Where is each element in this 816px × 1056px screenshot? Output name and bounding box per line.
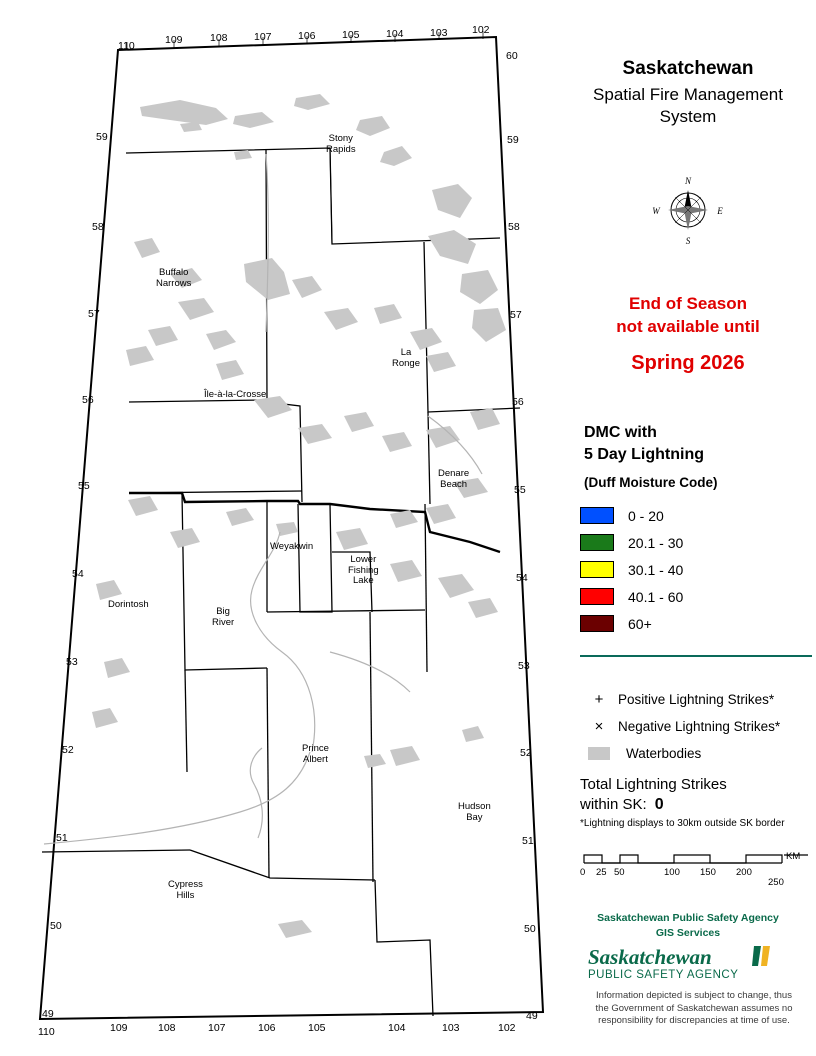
saskatchewan-logo: [588, 944, 788, 991]
place-label-le--la-crosse: Île-à-la-Crosse: [204, 389, 267, 400]
graticule-lat-left-50: 50: [50, 920, 62, 932]
place-label-lower-fishing-lake: Lower Fishing Lake: [348, 554, 379, 586]
graticule-lat-right-59: 59: [507, 134, 519, 146]
legend-panel: [560, 0, 816, 1056]
disclaimer-line3: responsibility for discrepancies at time of use.: [598, 1015, 790, 1026]
graticule-lon-bottom-104: 104: [388, 1022, 406, 1034]
legend-subtitle: (Duff Moisture Code): [584, 475, 718, 490]
graticule-lon-bottom-105: 105: [308, 1022, 326, 1034]
scale-bar: [580, 845, 812, 888]
lightning-symbol-icon: ×: [594, 718, 604, 735]
scale-unit: KM: [786, 851, 801, 862]
page-subtitle-line1: Spatial Fire Management: [593, 85, 783, 104]
place-label-stony-rapids: Stony Rapids: [326, 133, 356, 155]
graticule-lon-top-109: 109: [165, 34, 183, 46]
disclaimer-line1: Information depicted is subject to change, thus: [596, 990, 792, 1001]
place-label-dorintosh: Dorintosh: [108, 599, 149, 610]
graticule-lat-left-55: 55: [78, 480, 90, 492]
graticule-lon-top-108: 108: [210, 32, 228, 44]
season-notice-line1: End of Season: [628, 294, 748, 313]
graticule-lon-top-105: 105: [342, 29, 360, 41]
graticule-lat-right-51: 51: [522, 835, 534, 847]
graticule-lon-top-103: 103: [430, 27, 448, 39]
graticule-lat-left-56: 56: [82, 394, 94, 406]
graticule-lat-right-50: 50: [524, 923, 536, 935]
legend-class-row: [580, 610, 810, 637]
graticule-lat-right-49: 49: [526, 1010, 538, 1022]
agency-department: GIS Services: [655, 927, 721, 939]
place-label-la-ronge: La Ronge: [392, 347, 420, 369]
total-strikes-label-line2: within SK:: [580, 796, 647, 813]
svg-text:PUBLIC SAFETY AGENCY: PUBLIC SAFETY AGENCY: [588, 969, 739, 981]
graticule-lat-left-51: 51: [56, 832, 68, 844]
page-subtitle: [560, 84, 816, 128]
place-label-denare-beach: Denare Beach: [438, 468, 470, 490]
scale-tick-25: 25: [596, 867, 607, 878]
graticule-lon-bottom-106: 106: [258, 1022, 276, 1034]
season-notice-line2: not available until: [616, 317, 760, 336]
graticule-lon-bottom-102: 102: [498, 1022, 516, 1034]
legend-class-label: 40.1 - 60: [628, 588, 684, 605]
legend-divider-top: [580, 655, 812, 657]
legend-color-swatch: [580, 615, 614, 632]
legend-class-label: 20.1 - 30: [628, 534, 684, 551]
map-panel[interactable]: [30, 12, 560, 1047]
scale-tick-250: 250: [768, 877, 784, 888]
place-label-weyakwin: Weyakwin: [270, 541, 314, 552]
place-label-prince-albert: Prince Albert: [302, 743, 329, 765]
graticule-lat-right-58: 58: [508, 221, 520, 233]
disclaimer-line2: the Government of Saskatchewan assumes no: [595, 1002, 793, 1014]
page-title: Saskatchewan: [622, 58, 754, 79]
saskatchewan-map-graphic: [30, 12, 560, 1047]
legend-class-list: [580, 502, 810, 637]
legend-symbol-list: [580, 686, 816, 767]
graticule-lat-right-57: 57: [510, 309, 522, 321]
legend-symbol-row: [580, 686, 816, 713]
graticule-lat-left-49: 49: [42, 1008, 54, 1020]
graticule-lon-bottom-108: 108: [158, 1022, 176, 1034]
svg-text:E: E: [717, 206, 723, 216]
graticule-lat-left-54: 54: [72, 568, 84, 580]
scale-tick-0: 0: [580, 867, 586, 878]
legend-symbol-label: Positive Lightning Strikes*: [618, 692, 775, 707]
legend-class-label: 60+: [628, 615, 652, 632]
legend-color-swatch: [580, 561, 614, 578]
graticule-lon-top-110: 110: [118, 40, 135, 52]
svg-text:W: W: [652, 206, 660, 216]
scale-tick-100: 100: [664, 867, 680, 878]
legend-symbol-label: Waterbodies: [626, 746, 702, 761]
graticule-lon-bottom-103: 103: [442, 1022, 460, 1034]
lightning-footnote: *Lightning displays to 30km outside SK border: [580, 818, 785, 829]
total-strikes-label-line1: Total Lightning Strikes: [580, 776, 727, 793]
total-strikes-value: 0: [654, 796, 664, 813]
agency-name: Saskatchewan Public Safety Agency: [597, 912, 779, 924]
legend-color-swatch: [580, 588, 614, 605]
legend-class-label: 0 - 20: [628, 507, 664, 524]
graticule-lat-right-52: 52: [520, 747, 532, 759]
season-notice: [560, 292, 816, 338]
graticule-lat-right-55: 55: [514, 484, 526, 496]
graticule-lat-left-57: 57: [88, 308, 100, 320]
waterbody-swatch: [588, 747, 610, 760]
legend-symbol-row: [580, 713, 816, 740]
graticule-lon-bottom-109: 109: [110, 1022, 128, 1034]
legend-class-row: [580, 529, 810, 556]
graticule-lat-left-59: 59: [96, 131, 108, 143]
scale-tick-150: 150: [700, 867, 716, 878]
legend-symbol-row: [580, 740, 816, 767]
legend-title: [584, 422, 704, 466]
graticule-lon-top-104: 104: [386, 28, 404, 40]
legend-symbol-label: Negative Lightning Strikes*: [618, 719, 781, 734]
graticule-lat-right-60: 60: [506, 50, 518, 62]
legend-title-line1: DMC with: [584, 424, 657, 441]
lightning-symbol-icon: +: [594, 691, 604, 708]
graticule-lat-right-56: 56: [512, 396, 524, 408]
season-notice-year: Spring 2026: [631, 352, 745, 374]
place-label-big-river: Big River: [212, 606, 235, 628]
graticule-lat-left-58: 58: [92, 221, 104, 233]
graticule-lat-right-54: 54: [516, 572, 528, 584]
svg-text:Saskatchewan: Saskatchewan: [588, 945, 712, 969]
graticule-lat-left-52: 52: [62, 744, 74, 756]
graticule-lon-top-107: 107: [254, 31, 272, 43]
place-label-buffalo-narrows: Buffalo Narrows: [156, 267, 192, 289]
legend-class-row: [580, 583, 810, 610]
legend-class-row: [580, 556, 810, 583]
graticule-lon-top-102: 102: [472, 24, 490, 36]
svg-text:N: N: [684, 176, 692, 186]
graticule-lat-right-53: 53: [518, 660, 530, 672]
legend-color-swatch: [580, 507, 614, 524]
scale-tick-200: 200: [736, 867, 752, 878]
disclaimer: [574, 990, 814, 1028]
legend-title-line2: 5 Day Lightning: [584, 446, 704, 463]
compass-rose-icon: [648, 168, 728, 253]
graticule-lon-bottom-110: 110: [38, 1026, 55, 1038]
total-strikes: [580, 775, 727, 815]
legend-class-row: [580, 502, 810, 529]
graticule-lon-bottom-107: 107: [208, 1022, 226, 1034]
scale-tick-50: 50: [614, 867, 625, 878]
graticule-lon-top-106: 106: [298, 30, 316, 42]
graticule-lat-left-53: 53: [66, 656, 78, 668]
page-subtitle-line2: System: [659, 107, 717, 126]
legend-class-label: 30.1 - 40: [628, 561, 684, 578]
place-label-hudson-bay: Hudson Bay: [458, 801, 491, 823]
svg-text:S: S: [685, 236, 691, 246]
place-label-cypress-hills: Cypress Hills: [168, 879, 203, 901]
legend-color-swatch: [580, 534, 614, 551]
